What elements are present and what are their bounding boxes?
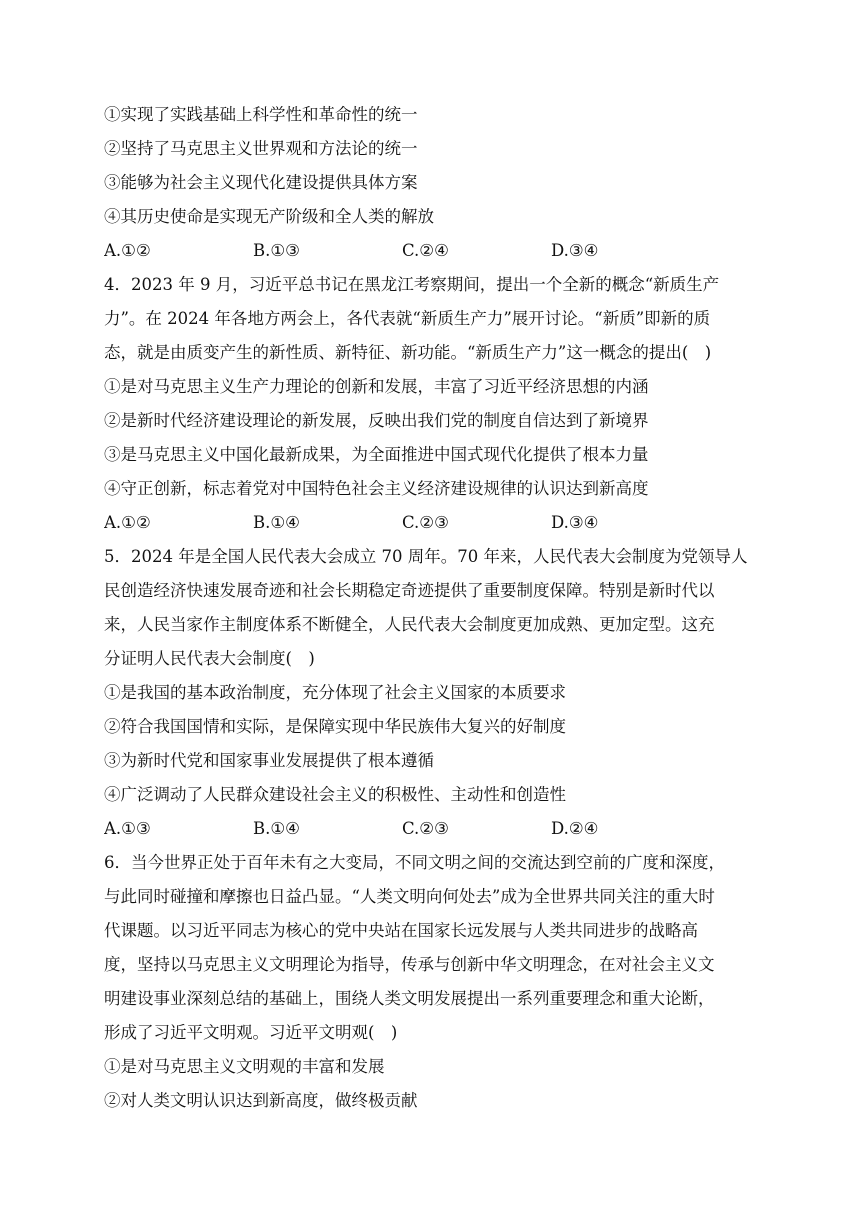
- q4-option-b[interactable]: B.①④: [253, 513, 300, 532]
- q3-item-4: ④其历史使命是实现无产阶级和全人类的解放: [104, 207, 434, 226]
- q6-item-2: ②对人类文明认识达到新高度，做终极贡献: [104, 1091, 418, 1110]
- q3-item-2: ②坚持了马克思主义世界观和方法论的统一: [104, 139, 418, 158]
- q5-item-3: ③为新时代党和国家事业发展提供了根本遵循: [104, 751, 434, 770]
- q3-option-a[interactable]: A.①②: [104, 241, 151, 260]
- q4-item-2: ②是新时代经济建设理论的新发展，反映出我们党的制度自信达到了新境界: [104, 411, 649, 430]
- q5-stem-line-3: 来，人民当家作主制度体系不断健全，人民代表大会制度更加成熟、更加定型。这充: [104, 615, 715, 634]
- q3-option-b[interactable]: B.①③: [253, 241, 300, 260]
- q5-option-b[interactable]: B.①④: [253, 819, 300, 838]
- q4-item-1: ①是对马克思主义生产力理论的创新和发展，丰富了习近平经济思想的内涵: [104, 377, 649, 396]
- q5-option-c[interactable]: C.②③: [402, 819, 449, 838]
- q6-stem-line-2: 与此同时碰撞和摩擦也日益凸显。“人类文明向何处去”成为全世界共同关注的重大时: [104, 887, 715, 906]
- q5-option-d[interactable]: D.②④: [551, 819, 599, 838]
- q4-stem-line-1: 4．2023 年 9 月，习近平总书记在黑龙江考察期间，提出一个全新的概念“新质生产: [104, 275, 720, 294]
- q6-stem-line-1: 6．当今世界正处于百年未有之大变局，不同文明之间的交流达到空前的广度和深度，: [104, 853, 725, 872]
- q5-item-2: ②符合我国国情和实际，是保障实现中华民族伟大复兴的好制度: [104, 717, 566, 736]
- q4-option-c[interactable]: C.②③: [402, 513, 449, 532]
- q3-item-3: ③能够为社会主义现代化建设提供具体方案: [104, 173, 418, 192]
- q3-item-1: ①实现了实践基础上科学性和革命性的统一: [104, 105, 418, 124]
- q5-item-4: ④广泛调动了人民群众建设社会主义的积极性、主动性和创造性: [104, 785, 566, 804]
- q5-stem-line-1: 5．2024 年是全国人民代表大会成立 70 周年。70 年来，人民代表大会制度为党领导人: [104, 547, 748, 566]
- q3-option-d[interactable]: D.③④: [551, 241, 599, 260]
- q6-stem-line-6: 形成了习近平文明观。习近平文明观( ): [104, 1023, 398, 1042]
- exam-page: [104, 98, 760, 1118]
- q4-stem-line-2: 力”。在 2024 年各地方两会上，各代表就“新质生产力”展开讨论。“新质”即新的质: [104, 309, 711, 328]
- q4-stem-line-3: 态，就是由质变产生的新性质、新特征、新功能。“新质生产力”这一概念的提出( ): [104, 343, 712, 362]
- q5-option-a[interactable]: A.①③: [104, 819, 151, 838]
- q5-stem-line-2: 民创造经济快速发展奇迹和社会长期稳定奇迹提供了重要制度保障。特别是新时代以: [104, 581, 715, 600]
- q3-options: [104, 234, 760, 268]
- q5-item-1: ①是我国的基本政治制度，充分体现了社会主义国家的本质要求: [104, 683, 566, 702]
- q3-option-c[interactable]: C.②④: [402, 241, 449, 260]
- q4-item-4: ④守正创新，标志着党对中国特色社会主义经济建设规律的认识达到新高度: [104, 479, 649, 498]
- q4-options: [104, 506, 760, 540]
- q6-stem-line-3: 代课题。以习近平同志为核心的党中央站在国家长远发展与人类共同进步的战略高: [104, 921, 698, 940]
- q4-option-d[interactable]: D.③④: [551, 513, 599, 532]
- q5-stem-line-4: 分证明人民代表大会制度( ): [104, 649, 315, 668]
- q6-stem-line-4: 度，坚持以马克思主义文明理论为指导，传承与创新中华文明理念，在对社会主义文: [104, 955, 715, 974]
- q6-stem-line-5: 明建设事业深刻总结的基础上，围绕人类文明发展提出一系列重要理念和重大论断，: [104, 989, 715, 1008]
- q4-item-3: ③是马克思主义中国化最新成果，为全面推进中国式现代化提供了根本力量: [104, 445, 649, 464]
- q5-options: [104, 812, 760, 846]
- q4-option-a[interactable]: A.①②: [104, 513, 151, 532]
- q6-item-1: ①是对马克思主义文明观的丰富和发展: [104, 1057, 385, 1076]
